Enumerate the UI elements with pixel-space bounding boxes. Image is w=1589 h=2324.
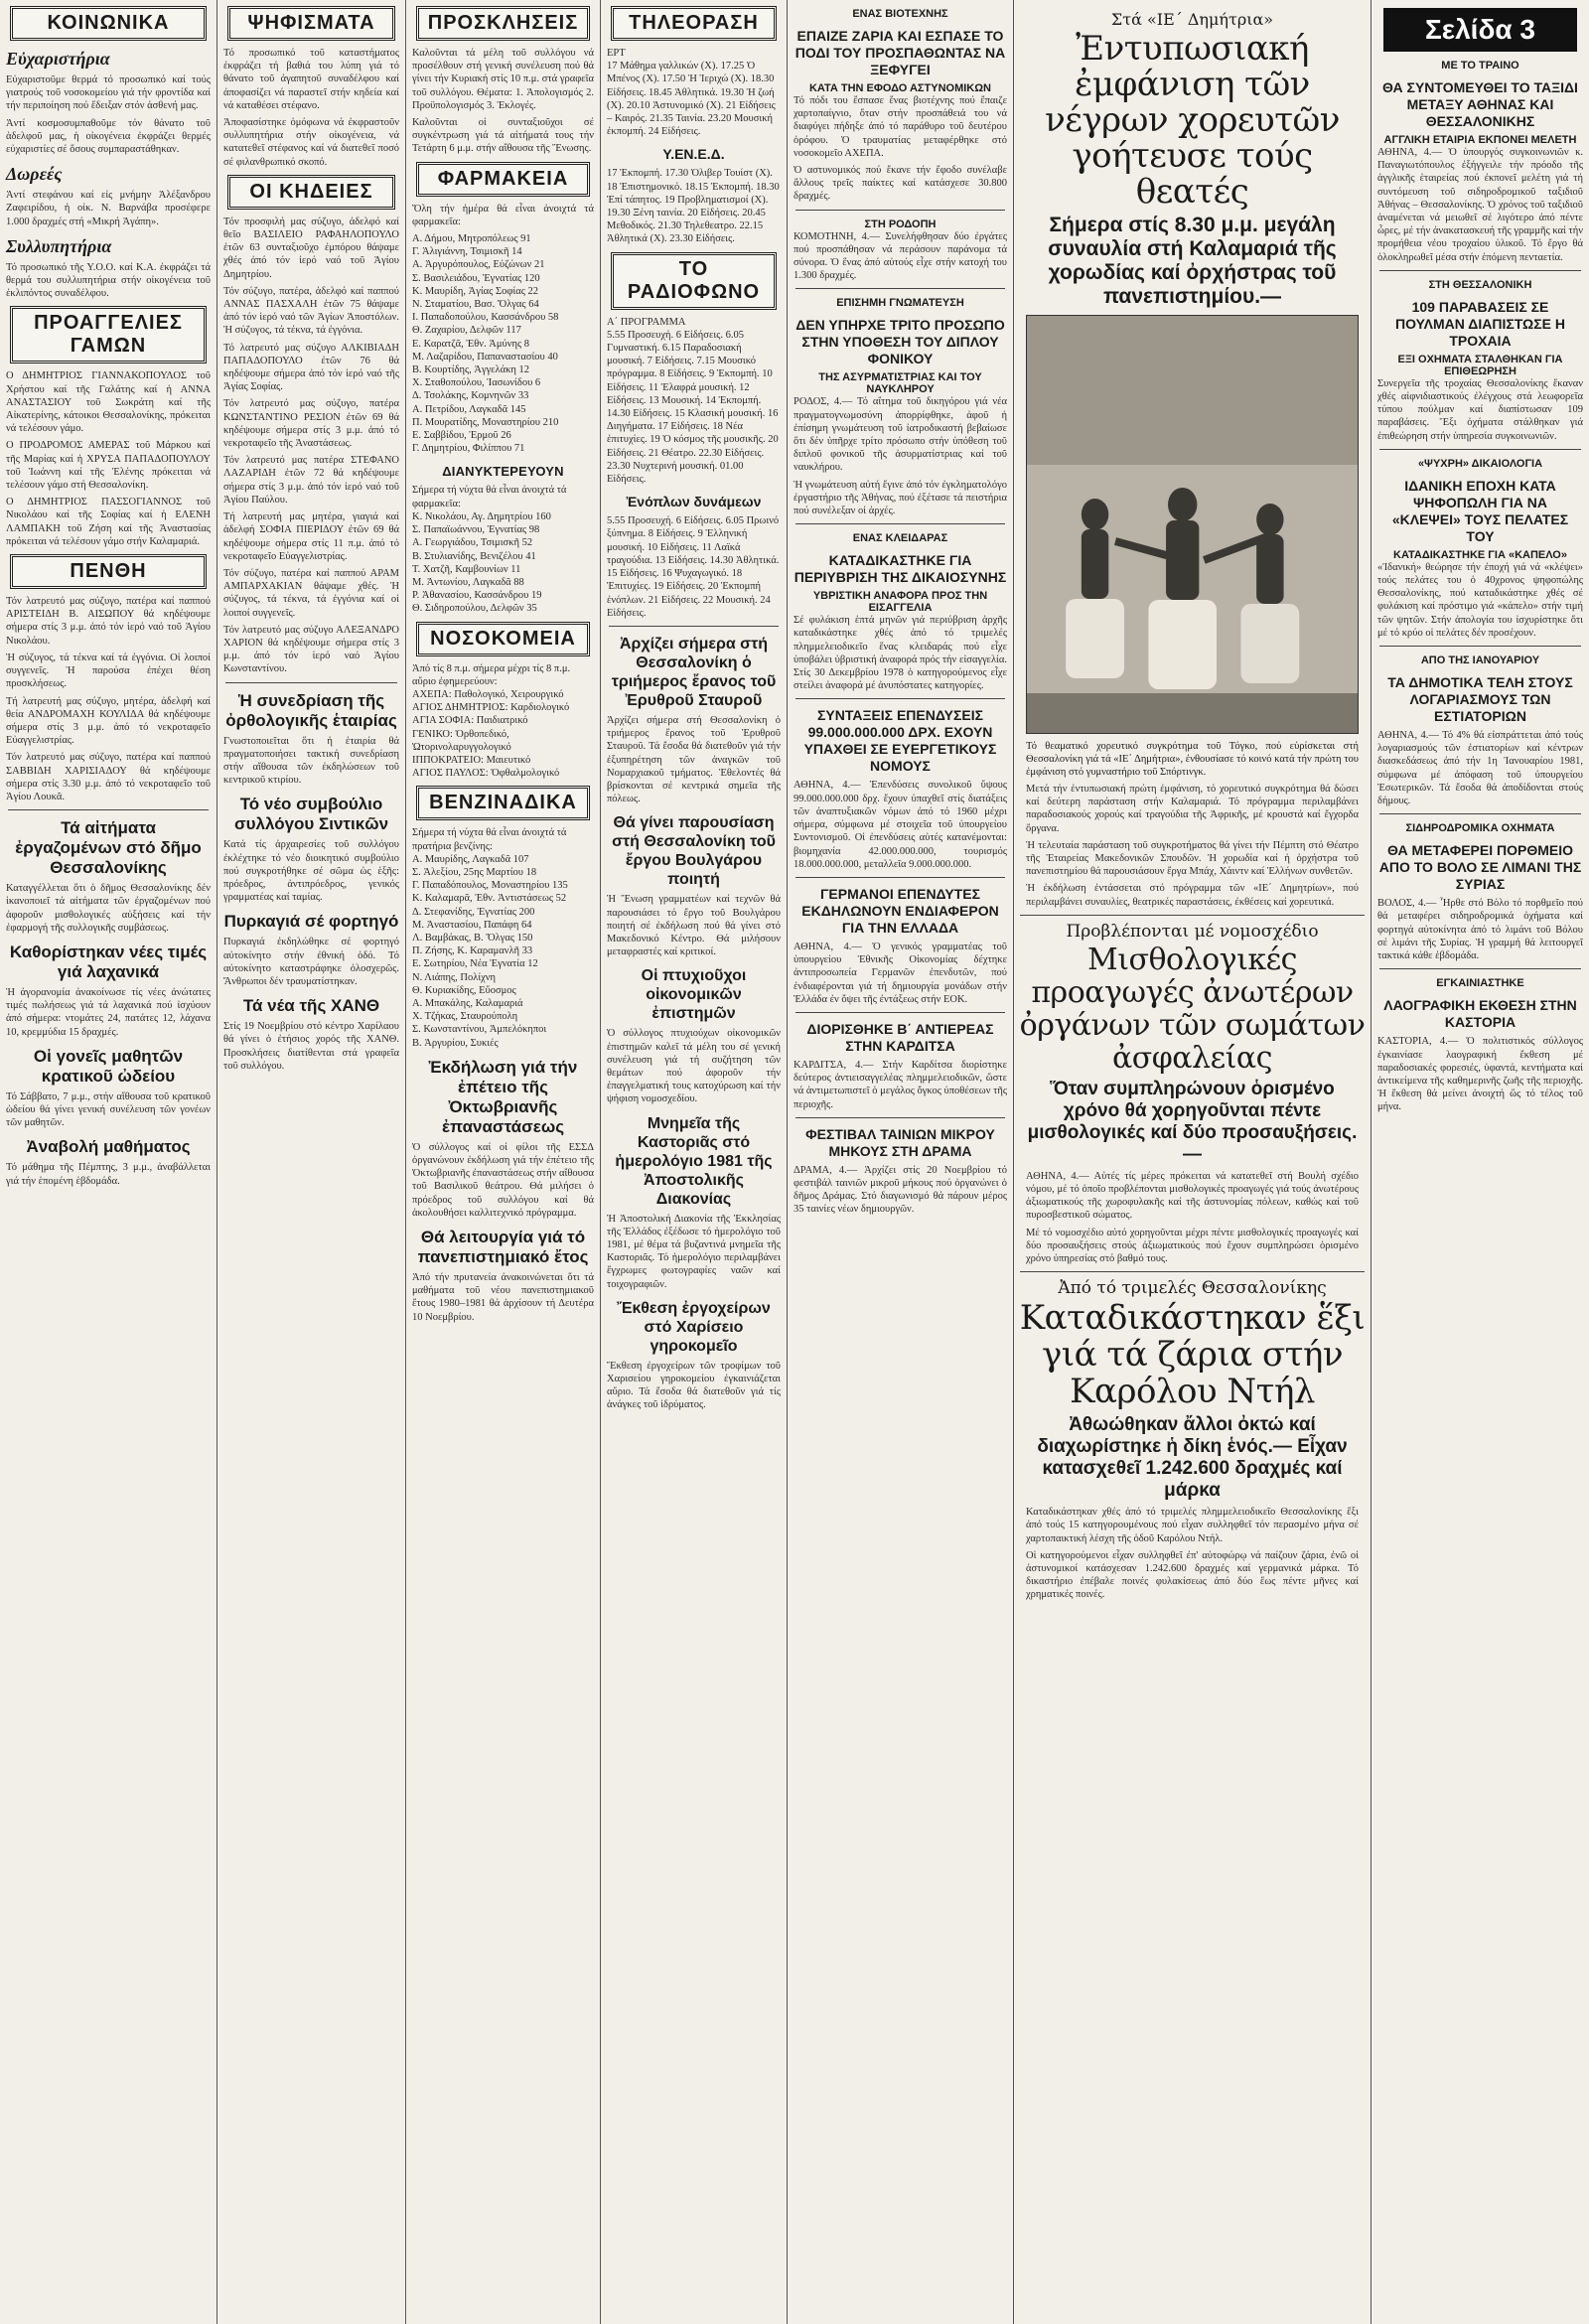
headline-voulgarou: Θά γίνει παρουσίαση στή Θεσσαλονίκη τοῦ ἔργου Βουλγάρου ποιητή bbox=[612, 814, 776, 889]
divider bbox=[1020, 1271, 1365, 1272]
hospital-list: Ἀπό τίς 8 π.μ. σήμερα μέχρι τίς 8 π.μ. αὔριο ἐφημερεύουν: ΑΧΕΠΑ: Παθολογικό, Χειρουργικό ΑΓΙΟΣ ΔΗΜΗΤΡΙΟΣ: Καρδιολογικό ΑΓΙΑ ΣΟΦΙΑ: Παιδιατρικό ΓΕΝΙΚΟ: Ὀρθοπεδικό, Ὠτορινολαρυγγολογικό ΙΠΠΟΚΡΑΤΕΙΟ: Μαιευτικό ΑΓΙΟΣ ΠΑΥΛΟΣ: Ὀφθαλμολογικό bbox=[412, 662, 571, 780]
headline-symvoulio: Τό νέο συμβούλιο συλλόγου Σιντικῶν bbox=[233, 795, 389, 834]
divider bbox=[1020, 915, 1365, 916]
headline-zaria-karolou: Καταδικάστηκαν ἕξι γιά τά ζάρια στήν Καρόλου Ντήλ bbox=[1019, 1298, 1366, 1412]
article-text: Ἡ ἐκδήλωση ἐντάσσεται στό πρόγραμμα τῶν «ΙΕ΄ Δημητρίων», πού περιλαμβάνει συναυλίες, θεατρικές παραστάσεις, ἐκθέσεις καί χορευτικά. bbox=[1026, 883, 1359, 908]
article-text: ΑΘΗΝΑ, 4.— Ὁ γενικός γραμματέας τοῦ ὑπουργείου Ἐθνικῆς Οἰκονομίας δέχτηκε ἀντιπροσωπεία Γερμανῶν ἐπενδυτῶν, πού ἐνδιαφέρονται γιά τή δημιουργία μονάδων στήν Ἑλλάδα ἐν ὄψει τῆς ἐντάξεως στήν ΕΟΚ. bbox=[794, 941, 1007, 1005]
article-text: Ἡ τελευταία παράσταση τοῦ συγκροτήματος θά γίνει τήν Πέμπτη στό Θέατρο τῆς Ἑταιρείας Μακεδονικῶν Σπουδῶν. Ἡ χορωδία καί ἡ ὀρχήστρα τοῦ πανεπιστημίου θά παρουσιάσουν ἔργα Μπάχ, Χάιντν καί Ἑλλήνων συνθετῶν. bbox=[1026, 839, 1359, 878]
divider bbox=[795, 877, 1005, 878]
article-text: Οἱ κατηγορούμενοι εἶχαν συλληφθεῖ ἐπ' αὐτοφώρῳ νά παίζουν ζάρια, ἐνῶ οἱ ἀστυνομικοί κατάσχεσαν 1.242.600 δραχμές καί γερμανικά μάρκα. Τό δικαστήριο ἐπέβαλε ποινές φυλακίσεως ἀπό δύο ἕως πέντε μῆνες καί χρηματικές ποινές. bbox=[1026, 1549, 1359, 1601]
headline-leitourgia: Θά λειτουργία γιά τό πανεπιστημιακό ἔτος bbox=[417, 1228, 589, 1267]
headline-tritos: ΔΕΝ ΥΠΗΡΧΕ ΤΡΙΤΟ ΠΡΟΣΩΠΟ ΣΤΗΝ ΥΠΟΘΕΣΗ ΤΟΥ ΔΙΠΛΟΥ ΦΟΝΙΚΟΥ bbox=[795, 317, 1005, 367]
headline-zaria: ΕΠΑΙΖΕ ΖΑΡΙΑ ΚΑΙ ΕΣΠΑΣΕ ΤΟ ΠΟΔΙ ΤΟΥ ΠΡΟΣΠΑΘΩΝΤΑΣ ΝΑ ΞΕΦΥΓΕΙ bbox=[794, 28, 1006, 77]
dancers-photo bbox=[1026, 315, 1359, 734]
article-text: ΑΘΗΝΑ, 4.— Τό 4% θά εἰσπράττεται ἀπό τούς λογαριασμούς τῶν ἐστιατορίων καί κέντρων διασκεδάσεως ἀπό τήν 1η Ἰανουαρίου 1981, σύμφωνα μέ ἀπόφαση τοῦ ὑπουργείου Ἐσωτερικῶν. Τά ἔσοδα θά ἀποδίδονται στούς δήμους. bbox=[1377, 730, 1583, 807]
section-header-penthi: ΠΕΝΘΗ bbox=[10, 554, 207, 589]
article-text: Σέ φυλάκιση ἑπτά μηνῶν γιά περιύβριση ἀρχῆς καταδικάστηκε χθές ἀπό τό τριμελές πλημμελειοδικεῖο ἕνας κλειδαράς πού εἶχε ὑποβάλει ὑβριστική ἀναφορά πρός τήν εἰσαγγελία. Στίς 30 Δεκεμβρίου 1978 ὁ κατηγορούμενος εἶχε στείλει ἀναφορά μέ ἀνυπόστατες κατηγορίες. bbox=[794, 615, 1007, 692]
article-text: Καταδικάστηκαν χθές ἀπό τό τριμελές πλημμελειοδικεῖο Θεσσαλονίκης ἕξι ἀπό τούς 15 κατηγορουμένους πού εἶχαν συλληφθεῖ τόν περασμένο μήνα σέ χαρτοπαικτική λέσχη τῆς ὁδοῦ Καρόλου Ντήλ. bbox=[1026, 1507, 1359, 1544]
tv-schedule-ert: ΕΡΤ 17 Μάθημα γαλλικών (Χ). 17.25 Ὁ Μπένος (Χ). 17.50 Ἡ Ἱεριχώ (Χ). 18.30 Εἰδήσεις. 18.45 Ἀθλητικά. 19.30 Ἡ ζωή (Χ). 20.10 Ἀστυνομικό (Χ). 21 Εἰδήσεις – Καιρός. 21.35 Ταινία. 23.20 Μουσική ἐκπομπή. 24 Εἰδήσεις. bbox=[607, 48, 776, 138]
subheading-dianykterevoun: ΔΙΑΝΥΚΤΕΡΕΥΟΥΝ bbox=[442, 464, 564, 480]
article-text: Ἡ Ἕνωση γραμματέων καί τεχνῶν θά παρουσιάσει τό ἔργο τοῦ Βουλγάρου ποιητή σέ ἐκδήλωση πού θά γίνει στό Μακεδονικό Κέντρο. Θά μιλήσουν μεταφραστές καί κριτικοί. bbox=[607, 894, 781, 958]
article-text: Ο ΔΗΜΗΤΡΙΟΣ ΠΑΣΣΟΓΙΑΝΝΟΣ τοῦ Νικολάου καί τῆς Σοφίας καί ἡ ΕΛΕΝΗ ΛΑΜΠΑΚΗ τοῦ Ζήση καί τῆς Ἀναστασίας πρόκειται νά τελέσουν γάμο στήν Καλαμαριά. bbox=[6, 497, 211, 547]
divider bbox=[609, 626, 779, 627]
article-text: Ὁ αστυνομικός πού ἔκανε τήν ἔφοδο συνέλαβε ἄλλους τρεῖς παίκτες καί κατάσχεσε 30.800 δραχμές. bbox=[794, 165, 1007, 203]
kicker-trimeles: Ἀπό τό τριμελές Θεσσαλονίκης bbox=[1058, 1278, 1327, 1299]
headline-timi: Καθορίστηκαν νέες τιμές γιά λαχανικά bbox=[9, 942, 208, 981]
article-text: «Ἰδανική» θεώρησε τήν ἐποχή γιά νά «κλέψει» τούς πελάτες του ὁ 40χρονος ψηφοπώλης Θεσσαλονίκης, πού καταδικάστηκε χθές σέ φυλάκιση καί πρόστιμο γιά «κάπελο» στήν τιμή τῶν ψητῶν. Στήν ἀπολογία του ἰσχυρίστηκε ὅτι μέ τό κρύο οἱ πελάτες δέν προσέχουν. bbox=[1377, 561, 1583, 639]
article-text: Ἀντί στεφάνου καί εἰς μνήμην Ἀλέξανδρου Ζαφειρίδου, ἡ οἰκ. Ν. Βαρνάβα προσέφερε 1.000 δραχμές στή «Μικρή Ἀγάπη». bbox=[6, 190, 211, 227]
headline-treno: ΘΑ ΣΥΝΤΟΜΕΥΘΕΙ ΤΟ ΤΑΞΙΔΙ ΜΕΤΑΞΥ ΑΘΗΝΑΣ ΚΑΙ ΘΕΣΣΑΛΟΝΙΚΗΣ bbox=[1382, 79, 1578, 129]
article-text: Ο ΔΗΜΗΤΡΙΟΣ ΓΙΑΝΝΑΚΟΠΟΥΛΟΣ τοῦ Χρήστου καί τῆς Γαλάτης καί ἡ ΑΝΝΑ ΑΝΑΣΤΑΣΙΟΥ τοῦ Σωκράτη καί τῆς Αἰκατερίνης, κάτοικοι Θεσσαλονίκης, πρόκειται νά τελέσουν γάμο. bbox=[6, 370, 211, 435]
section-header-proaggelies: ΠΡΟΑΓΓΕΛΙΕΣ ΓΑΜΩΝ bbox=[10, 306, 207, 363]
subheading-yened: Υ.ΕΝ.Ε.Δ. bbox=[662, 146, 725, 163]
article-text: Γνωστοποιεῖται ὅτι ἡ ἑταιρία θά πραγματοποιήσει τακτική συνεδρίαση στήν αἴθουσα τῶν ἐκδηλώσεων τοῦ κεντρικοῦ κτιρίου. bbox=[223, 735, 399, 787]
divider bbox=[795, 1117, 1005, 1118]
headline-dimotika: ΤΑ ΔΗΜΟΤΙΚΑ ΤΕΛΗ ΣΤΟΥΣ ΛΟΓΑΡΙΑΣΜΟΥΣ ΤΩΝ ΕΣΤΙΑΤΟΡΙΩΝ bbox=[1387, 674, 1573, 725]
divider bbox=[225, 682, 397, 683]
kicker-trochaia: ΣΤΗ ΘΕΣΣΑΛΟΝΙΚΗ bbox=[1428, 278, 1532, 291]
kicker-kleidaras: ΕΝΑΣ ΚΛΕΙΔΑΡΑΣ bbox=[852, 532, 948, 545]
article-text: ΔΡΑΜΑ, 4.— Ἀρχίζει στίς 20 Νοεμβρίου τό φεστιβάλ ταινιῶν μικροῦ μήκους πού ὀργανώνει ὁ δῆμος Δράμας. Στό διαγωνισμό θά πάρουν μέρος 35 ταινίες νέων δημιουργῶν. bbox=[794, 1164, 1007, 1216]
kicker-nomoschedio: Προβλέπονται μέ νομοσχέδιο bbox=[1066, 921, 1319, 942]
article-text: ΑΘΗΝΑ, 4.— Ἐπενδύσεις συνολικοῦ ὕψους 99.000.000.000 δρχ. ἔχουν ὑπαχθεῖ στίς διατάξεις τῶν ἀναπτυξιακῶν νόμων ἀπό τό 1960 μέχρι σήμερα, σύμφωνα μέ στοιχεῖα τοῦ ὑπουργείου Συντονισμοῦ. Οἱ ἐπενδύσεις αὐτές κατανέμονται: βιομηχανία 42.000.000.000, τουρισμός 18.000.000.000, μεταλλεῖα 9.000.000.000. bbox=[794, 780, 1007, 870]
article-text: Ἡ γνωμάτευση αὐτή ἔγινε ἀπό τόν ἐγκληματολόγο ἐργαστήριο τῆς Ἀθήνας, πού ἐξέτασε τά πειστήρια πού συνέλεξαν οἱ ἀρχές. bbox=[794, 479, 1007, 517]
subhead-treno: ΑΓΓΛΙΚΗ ΕΤΑΙΡΙΑ ΕΚΠΟΝΕΙ ΜΕΛΕΤΗ bbox=[1383, 134, 1577, 146]
section-header-nosokomeia: ΝΟΣΟΚΟΜΕΙΑ bbox=[416, 622, 590, 656]
headline-festival: ΦΕΣΤΙΒΑΛ ΤΑΙΝΙΩΝ ΜΙΚΡΟΥ ΜΗΚΟΥΣ ΣΤΗ ΔΡΑΜΑ bbox=[805, 1125, 995, 1159]
article-text: Τή λατρευτή μας μητέρα, γιαγιά καί ἀδελφή ΣΟΦΙΑ ΠΙΕΡΙΔΟΥ ἐτῶν 69 θά κηδέψουμε σήμερα στίς 11 π.μ. ἀπό τό νεκροταφεῖο Εὐαγγελιστρίας. bbox=[223, 511, 399, 562]
article-text: Τή λατρευτή μας σύζυγο, μητέρα, ἀδελφή καί θεία ΑΝΔΡΟΜΑΧΗ ΚΟΥΛΙΔΑ θά κηδέψουμε σήμερα στίς 3 μ.μ. ἀπό τό νεκροταφεῖο Εὐαγγελιστρίας. bbox=[6, 695, 211, 747]
article-text: Καταγγέλλεται ὅτι ὁ δῆμος Θεσσαλονίκης δέν ἱκανοποιεῖ τά αἰτήματα τῶν ἐργαζομένων πού ἀφοροῦν μισθολογικές αὐξήσεις καί τήν ἐφαρμογή τῆς συλλογικῆς συμβάσεως. bbox=[6, 883, 211, 934]
headline-trochaia: 109 ΠΑΡΑΒΑΣΕΙΣ ΣΕ ΠΟΥΛΜΑΝ ΔΙΑΠΙΣΤΩΣΕ Η ΤΡΟΧΑΙΑ bbox=[1395, 298, 1565, 349]
headline-kataigelithike: ΚΑΤΑΔΙΚΑΣΤΗΚΕ ΓΙΑ ΠΕΡΙΥΒΡΙΣΗ ΤΗΣ ΔΙΚΑΙΟΣΥΝΗΣ bbox=[794, 552, 1007, 586]
article-text: Στίς 19 Νοεμβρίου στό κέντρο Χαρίλαου θά γίνει ὁ ἐτήσιος χορός τῆς ΧΑΝΘ. Προσκλήσεις διατίθενται στά γραφεῖα τοῦ συλλόγου. bbox=[223, 1021, 399, 1072]
headline-ekdilosi: Ἐκδήλωση γιά τήν ἐπέτειο τῆς Ὀκτωβριανῆς ἐπαναστάσεως bbox=[428, 1057, 578, 1136]
subhead-trochaia: ΕΞΙ ΟΧΗΜΑΤΑ ΣΤΑΛΘΗΚΑΝ ΓΙΑ ΕΠΙΘΕΩΡΗΣΗ bbox=[1397, 353, 1563, 377]
subheading-dorees: Δωρεές bbox=[6, 164, 63, 185]
article-text: ΡΟΔΟΣ, 4.— Τό αἴτημα τοῦ δικηγόρου γιά νέα πραγματογνωμοσύνη ἀπορρίφθηκε, ἀφοῦ ἡ ἐπίσημη γνωμάτευση τοῦ ἰατροδικαστή βεβαίωσε ὅτι δέν ὑπῆρχε τρίτο πρόσωπο στήν ὑπόθεση τοῦ διπλοῦ φονικοῦ τῆς ἀσυρματίστριας καί τοῦ ναυκλήρου. bbox=[794, 396, 1007, 474]
subhead-zaria-karolou: Ἀθωώθηκαν ἄλλοι ὀκτώ καί διαχωρίστηκε ἡ δίκη ἑνός.— Εἶχαν κατασχεθεῖ 1.242.600 δραχμές καί μάρκα bbox=[1037, 1414, 1348, 1502]
article-text: Τό προσωπικό τῆς Υ.Ο.Ο. καί Κ.Α. ἐκφράζει τά θερμά του συλλυπητήρια στήν οἰκογένεια τοῦ ἐκλιπόντος συναδέλφου. bbox=[6, 261, 211, 300]
section-header-kideies: ΟΙ ΚΗΔΕΙΕΣ bbox=[227, 175, 395, 210]
kicker-treno: ΜΕ ΤΟ ΤΡΑΙΝΟ bbox=[1441, 60, 1519, 72]
section-header-radiofono: ΤΟ ΡΑΔΙΟΦΩΝΟ bbox=[611, 252, 777, 310]
headline-germanoi: ΓΕΡΜΑΝΟΙ ΕΠΕΝΔΥΤΕΣ ΕΚΔΗΛΩΝΟΥΝ ΕΝΔΙΑΦΕΡΟΝ ΓΙΑ ΤΗΝ ΕΛΛΑΔΑ bbox=[801, 885, 999, 936]
dancers-photo-illustration bbox=[1027, 316, 1358, 733]
column-3 bbox=[406, 0, 600, 2324]
radio-schedule-armed-forces: 5.55 Προσευχή. 6 Εἰδήσεις. 6.05 Πρωινό ξύπνημα. 8 Εἰδήσεις. 9 Ἑλληνική μουσική. 10 Εἰδήσεις. 11 Λαϊκά τραγούδια. 13 Εἰδήσεις. 14.30 Ἀθλητικά. 15 Εἰδήσεις. 16 Ψυχαγωγικό. 18 Ἐπιτυχίες. 19 Εἰδήσεις. 20 Ἐκπομπή ἐνόπλων. 21 Εἰδήσεις. 22 Μουσική. 24 Εἰδήσεις. bbox=[607, 515, 783, 619]
subhead-misthologikes: Ὅταν συμπληρώνουν ὁρισμένο χρόνο θά χορηγοῦνται πέντε μισθολογικές καί δύο προσαυξήσεις.— bbox=[1027, 1078, 1358, 1165]
column-6 bbox=[1014, 0, 1371, 2324]
headline-mnimeia: Μνημεῖα τῆς Καστοριᾶς στό ἡμερολόγιο 1981 τῆς Ἀποστολικῆς Διακονίας bbox=[615, 1114, 773, 1208]
article-text: Ἀρχίζει σήμερα στή Θεσσαλονίκη ὁ τριήμερος ἔρανος τοῦ Ἐρυθροῦ Σταυροῦ. Τά ἔσοδα θά διατεθοῦν γιά τήν ἐξυπηρέτηση τῶν ἀναγκῶν τοῦ Νομαρχιακοῦ τμήματος. Ἐθελοντές θά βρίσκονται σέ κεντρικά σημεῖα τῆς πόλεως. bbox=[607, 714, 781, 805]
subheading-syllypitiria: Συλλυπητήρια bbox=[6, 235, 112, 256]
article-text: Ὁ σύλλογος πτυχιούχων οἰκονομικῶν ἐπιστημῶν καλεῖ τά μέλη του σέ γενική συνέλευση γιά τή συζήτηση τῶν θεμάτων πού ἀφοροῦν τήν ἐπαγγελματική τους κατοχύρωση καί τήν ψήφιση νομοσχεδίου. bbox=[607, 1028, 781, 1105]
section-header-farmakeia: ΦΑΡΜΑΚΕΙΑ bbox=[416, 162, 590, 197]
kicker-psychri: «ΨΥΧΡΗ» ΔΙΚΑΙΟΛΟΓΙΑ bbox=[1417, 457, 1543, 470]
section-header-proskliseis: ΠΡΟΣΚΛΗΣΕΙΣ bbox=[416, 6, 590, 41]
kicker-rodopi: ΣΤΗ ΡΟΔΟΠΗ bbox=[864, 218, 937, 230]
kicker-dimotika: ΑΠΟ ΤΗΣ ΙΑΝΟΥΑΡΙΟΥ bbox=[1420, 654, 1540, 667]
kicker-porthmeio: ΣΙΔΗΡΟΔΡΟΜΙΚΑ ΟΧΗΜΑΤΑ bbox=[1405, 822, 1555, 835]
article-text: Ὁ σύλλογος καί οἱ φίλοι τῆς ΕΣΣΔ ὀργανώνουν ἐκδήλωση γιά τήν ἐπέτειο τῆς Ὀκτωβριανῆς ἐπαναστάσεως στήν αἴθουσα τοῦ Βασιλικοῦ θεάτρου. Θά μιλήσει ὁ πρόεδρος τοῦ συλλόγου καί θά ἀκολουθήσει καλλιτεχνικό πρόγραμμα. bbox=[412, 1141, 594, 1219]
article-text: Τόν λατρευτό μας πατέρα ΣΤΕΦΑΝΟ ΛΑΖΑΡΙΔΗ ἐτῶν 72 θά κηδέψουμε σήμερα στίς 3 μ.μ. ἀπό τόν ἱερό ναό τοῦ Ἁγίου Παύλου. bbox=[223, 455, 399, 506]
article-text: Τόν λατρευτό μας σύζυγο ΑΛΕΞΑΝΔΡΟ ΧΑΡΙΟΝ θά κηδέψουμε σήμερα στίς 3 μ.μ. ἀπό τόν ἱερό ναό Ἁγίου Κωνσταντίνου. bbox=[223, 624, 399, 675]
night-pharmacy-list: Σήμερα τή νύχτα θά εἶναι ἀνοιχτά τά φαρμακεῖα: Κ. Νικολάου, Αγ. Δημητρίου 160 Σ. Παπαϊωάννου, Ἐγνατίας 98 Α. Γεωργιάδου, Τσιμισκῆ 52 Β. Στυλιανίδης, Βενιζέλου 41 Τ. Χατζῆ, Καμβουνίων 11 Μ. Ἀντωνίου, Λαγκαδᾶ 88 Ρ. Ἀθανασίου, Κασσάνδρου 19 Θ. Σιδηροπούλου, Δελφῶν 35 bbox=[412, 485, 567, 615]
section-header-koinonika: ΚΟΙΝΩΝΙΚΑ bbox=[10, 6, 207, 41]
headline-psychri: ΙΔΑΝΙΚΗ ΕΠΟΧΗ ΚΑΤΑ ΨΗΦΟΠΩΛΗ ΓΙΑ ΝΑ «ΚΛΕΨΕΙ» ΤΟΥΣ ΠΕΛΑΤΕΣ ΤΟΥ bbox=[1391, 477, 1569, 544]
radio-schedule: Α΄ ΠΡΟΓΡΑΜΜΑ 5.55 Προσευχή. 6 Εἰδήσεις. 6.05 Γυμναστική. 6.15 Παραδοσιακή μουσική. 7 Εἰδήσεις. 7.15 Μουσικό πρόγραμμα. 8 Εἰδήσεις. 9 Ἐκπομπή. 10 Εἰδήσεις. 11 Ἐλαφρά μουσική. 12 Εἰδήσεις. 13 Μουσική. 14 Ἐκπομπή. 14.30 Εἰδήσεις. 15 Κλασική μουσική. 16 Διηγήματα. 17 Εἰδήσεις. 18 Νέα ἐπιτυχίες. 19 Ὁ κόσμος τῆς μουσικῆς. 20 Εἰδήσεις. 21 Θέατρο. 22.30 Εἰδήσεις. 23.30 Νυχτερινή μουσική. 01.00 Εἰδήσεις. bbox=[607, 316, 779, 486]
article-text: Τό Σάββατο, 7 μ.μ., στήν αἴθουσα τοῦ κρατικοῦ ὠδείου θά γίνει γενική συνέλευση τῶν γονέων τῶν μαθητῶν. bbox=[6, 1090, 211, 1129]
divider bbox=[8, 809, 209, 810]
headline-anavoli: Ἀναβολή μαθήματος bbox=[26, 1137, 191, 1157]
article-text: ΚΑΣΤΟΡΙΑ, 4.— Ὁ πολιτιστικός σύλλογος ἐγκαινίασε λαογραφική ἔκθεση μέ παραδοσιακές φορεσιές, ὑφαντά, κεντήματα καί ἀντικείμενα τῆς καθημερινῆς ζωῆς τῆς περιοχῆς. Ἡ ἔκθεση θά μείνει ἀνοιχτή ὥς τό τέλος τοῦ μήνα. bbox=[1377, 1036, 1583, 1113]
kicker-kastoria: ΕΓΚΑΙΝΙΑΣΤΗΚΕ bbox=[1436, 977, 1524, 990]
article-text: Μετά τήν ἐντυπωσιακή πρώτη ἐμφάνιση, τό χορευτικό συγκρότημα θά δώσει καί δεύτερη παράσταση στήν Καλαμαριά. Τό πρόγραμμα περιλαμβάνει παραδοσιακούς χορούς καί τραγούδια τῆς Ἀφρικῆς, μέ κρουστά καί ἔγχορδα ὄργανα. bbox=[1026, 784, 1359, 834]
divider bbox=[795, 1012, 1005, 1013]
headline-porthmeio: ΘΑ ΜΕΤΑΦΕΡΕΙ ΠΟΡΘΜΕΙΟ ΑΠΟ ΤΟ ΒΟΛΟ ΣΕ ΛΙΜΑΝΙ ΤΗΣ ΣΥΡΙΑΣ bbox=[1378, 842, 1582, 893]
article-text: Συνεργεῖα τῆς τροχαίας Θεσσαλονίκης ἔκαναν χθές αἰφνιδιαστικούς ἐλέγχους στά λεωφορεῖα τύπου πούλμαν καί διαπίστωσαν 109 παραβάσεις. Ἕξι ὀχήματα στάλθηκαν γιά ἐπιθεώρηση στήν ὑπηρεσία συγκοινωνιῶν. bbox=[1377, 377, 1583, 442]
section-header-benzinadika: ΒΕΝΖΙΝΑΔΙΚΑ bbox=[416, 786, 590, 820]
page-number-badge: Σελίδα 3 bbox=[1383, 8, 1577, 52]
kicker-viotexnis: ΕΝΑΣ ΒΙΟΤΕΧΝΗΣ bbox=[852, 8, 948, 20]
section-header-tileorasi: ΤΗΛΕΟΡΑΣΗ bbox=[611, 6, 777, 41]
kicker-epistimi: ΕΠΙΣΗΜΗ ΓΝΩΜΑΤΕΥΣΗ bbox=[836, 297, 964, 310]
article-text: Τό προσωπικό τοῦ καταστήματος ἐκφράζει τή βαθιά του λύπη γιά τό θάνατο τοῦ ἀγαπητοῦ συναδέλφου καί ἀποφασίζει νά παραστεῖ στήν κηδεία καί νά καταθέσει στέφανο. bbox=[223, 48, 399, 111]
article-text: Ἀποφασίστηκε ὁμόφωνα νά ἐκφραστοῦν συλλυπητήρια στήν οἰκογένεια, νά κατατεθεῖ στέφανος καί νά διατεθεῖ ποσό σέ φιλανθρωπικό σκοπό. bbox=[223, 117, 399, 168]
article-text: Ο ΠΡΟΔΡΟΜΟΣ ΑΜΕΡΑΣ τοῦ Μάρκου καί τῆς Μαρίας καί ἡ ΧΡΥΣΑ ΠΑΠΑΔΟΠΟΥΛΟΥ τοῦ Ἰωάννη καί τῆς Ἑλένης πρόκειται νά τελέσουν γάμο στή Θεσσαλονίκη. bbox=[6, 440, 211, 492]
divider bbox=[1379, 968, 1581, 969]
article-text: ΑΘΗΝΑ, 4.— Ὁ ὑπουργός συγκοινωνιῶν κ. Παναγιωτόπουλος ἐξήγγειλε τήν πρόοδο τῆς ἀγγλικῆς ἑταιρείας πού ἐκπονεῖ μελέτη γιά τή συντόμευση τοῦ σιδηροδρομικοῦ ταξιδιοῦ Ἀθήνας – Θεσσαλονίκης. Ὁ χρόνος τοῦ ταξιδιοῦ ἀναμένεται νά μειωθεῖ σέ λιγότερο ἀπό πέντε ὧρες, μέ τήν ἀνακατασκευή τῆς γραμμῆς καί τήν προμήθεια νέου τροχαίου ὑλικοῦ. Τό ἔργο θά ὁλοκληρωθεῖ μέσα στήν ἑπόμενη πενταετία. bbox=[1377, 147, 1583, 263]
headline-ptyxiouxoi: Οἱ πτυχιοῦχοι οἰκονομικῶν ἐπιστημῶν bbox=[641, 967, 747, 1023]
article-text: Τόν λατρευτό μας σύζυγο, πατέρα καί παππού ΑΡΙΣΤΕΙΔΗ Β. ΑΙΣΩΠΟΥ θά κηδέψουμε σήμερα στίς 3 μ.μ. ἀπό τόν ἱερό ναό τοῦ Ἁγίου Νικολάου. bbox=[6, 596, 211, 647]
article-text: ΚΑΡΔΙΤΣΑ, 4.— Στήν Καρδίτσα διορίστηκε δεύτερος ἀντιεισαγγελέας πλημμελειοδικῶν, ὥστε νά ἀντιμετωπιστεῖ ὁ μεγάλος ὄγκος ὑποθέσεων τῆς περιοχῆς. bbox=[794, 1059, 1007, 1110]
headline-eranos: Ἀρχίζει σήμερα στή Θεσσαλονίκη ὁ τριήμερος ἔρανος τοῦ Ἐρυθροῦ Σταυροῦ bbox=[611, 635, 777, 709]
article-text: Τόν σύζυγο, πατέρα, ἀδελφό καί παππού ΑΝΝΑΣ ΠΑΣΧΑΛΗ ἐτῶν 75 θάψαμε ἀπό τόν ἱερό ναό τῶν Ἁγίων Ἀποστόλων. Ἡ σύζυγος, τά τέκνα, τά ἐγγόνια. bbox=[223, 285, 399, 337]
article-text: Καλοῦνται οἱ συνταξιοῦχοι σέ συγκέντρωση γιά τά αἰτήματά τους τήν Τετάρτη 6 μ.μ. στήν αἴθουσα τῆς Ἕνωσης. bbox=[412, 117, 594, 155]
subhead-tritos: ΤΗΣ ΑΣΥΡΜΑΤΙΣΤΡΙΑΣ ΚΑΙ ΤΟΥ ΝΑΥΚΛΗΡΟΥ bbox=[818, 371, 982, 396]
subheading-eucharistiria: Εὐχαριστήρια bbox=[6, 49, 110, 69]
article-text: Ἔκθεση ἐργοχείρων τῶν τροφίμων τοῦ Χαρισείου γηροκομείου ἐγκαινιάζεται αὔριο. Τά ἔσοδα θά διατεθοῦν γιά τίς ἀνάγκες τοῦ ἱδρύματος. bbox=[607, 1360, 781, 1411]
headline-synedriasi: Ἡ συνεδρίαση τῆς ὀρθολογικῆς ἑταιρίας bbox=[225, 690, 397, 730]
headline-pyrkagia: Πυρκαγιά σέ φορτηγό bbox=[223, 912, 399, 932]
subhead-zaria: ΚΑΤΑ ΤΗΝ ΕΦΟΔΟ ΑΣΤΥΝΟΜΙΚΩΝ bbox=[808, 82, 991, 94]
article-text: Τόν λατρευτό μας σύζυγο, πατέρα ΚΩΝΣΤΑΝΤΙΝΟ ΡΕΣΙΟΝ ἐτῶν 69 θά κηδέψουμε σήμερα στίς 3 μ.μ. ἀπό τό νεκροταφεῖο τῆς Ἀναστάσεως. bbox=[223, 398, 399, 450]
divider bbox=[795, 698, 1005, 699]
article-text: Ἡ σύζυγος, τά τέκνα καί τά ἐγγόνια. Οἱ λοιποί συγγενεῖς. Ἡ παρούσα ἐπέχει θέση προσκλήσεως. bbox=[6, 652, 211, 690]
article-text: ΒΟΛΟΣ, 4.— Ἦρθε στό Βόλο τό πορθμεῖο πού θά μεταφέρει σιδηροδρομικά ὀχήματα καί φορτηγά αὐτοκίνητα ἀπό τό λιμάνι τοῦ Βόλου σέ λιμάνι τῆς Συρίας. Ἡ γραμμή θά λειτουργεῖ τακτικά κάθε ἑβδομάδα. bbox=[1377, 898, 1583, 962]
article-text: Τό λατρευτό μας σύζυγο ΑΛΚΙΒΙΑΔΗ ΠΑΠΑΔΟΠΟΥΛΟ ἐτῶν 76 θά κηδέψουμε σήμερα ἀπό τόν ἱερό ναό τῆς Ἁγίας Σοφίας. bbox=[223, 342, 399, 393]
headline-ekthesi: Ἔκθεση ἐργοχείρων στό Χαρίσειο γηροκομεῖο bbox=[617, 1299, 771, 1355]
column-2 bbox=[217, 0, 405, 2324]
headline-diorismos: ΔΙΟΡΙΣΘΗΚΕ Β΄ ΑΝΤΙΕΡΕΑΣ ΣΤΗΝ ΚΑΡΔΙΤΣΑ bbox=[806, 1020, 994, 1054]
article-text: ΑΘΗΝΑ, 4.— Αὐτές τίς μέρες πρόκειται νά κατατεθεῖ στή Βουλή σχέδιο νόμου, μέ τό ὁποῖο προβλέπονται μισθολογικές προαγωγές γιά τούς ἀνωτέρους ἀξιωματικούς τῆς χωροφυλακῆς καί τῆς ἀστυνομίας πόλεων, καθώς καί τοῦ πυροσβεστικοῦ σώματος. bbox=[1026, 1170, 1359, 1222]
article-text: Ὅλη τήν ἡμέρα θά εἶναι ἀνοιχτά τά φαρμακεῖα: bbox=[412, 203, 594, 227]
photo-caption: Τό θεαματικό χορευτικό συγκρότημα τοῦ Τόγκο, πού εὑρίσκεται στή Θεσσαλονίκη γιά τά «ΙΕ΄ Δημήτρια», ἐνθουσίασε τό κοινό κατά τήν πρώτη του ἐμφάνιση στό γυμναστήριο τοῦ Σπόρτινγκ. bbox=[1026, 741, 1359, 778]
article-text: Τό πόδι του ἔσπασε ἕνας βιοτέχνης πού ἔπαιζε χαρτοπαίγνιο, ὅταν στήν προσπάθειά του νά διαφύγει πήδηξε ἀπό τό παράθυρο τοῦ δευτέρου ὀρόφου. Ὁ τραυματίας μεταφέρθηκε στό νοσοκομεῖο ΑΧΕΠΑ. bbox=[794, 95, 1007, 159]
gas-station-list: Σήμερα τή νύχτα θά εἶναι ἀνοιχτά τά πρατήρια βενζίνης: Α. Μαυρίδης, Λαγκαδᾶ 107 Σ. Ἀλεξίου, 25ης Μαρτίου 18 Γ. Παπαδόπουλος, Μοναστηρίου 135 Κ. Καλαμαρᾶ, Ἐθν. Ἀντιστάσεως 52 Δ. Στεφανίδης, Ἐγνατίας 200 Μ. Ἀναστασίου, Παπάφη 64 Λ. Βαμβάκας, Β. Ὄλγας 150 Π. Ζήσης, Κ. Καραμανλῆ 33 Ε. Σωτηρίου, Νέα Ἐγνατία 12 Ν. Λιάπης, Πολίχνη Θ. Κυριακίδης, Εὔοσμος Α. Μπακάλης, Καλαμαριά Χ. Τζήκας, Σταυρούπολη Σ. Κωνσταντίνου, Ἀμπελόκηποι Β. Ἀργυρίου, Συκιές bbox=[412, 827, 568, 1049]
headline-kastoria: ΛΑΟΓΡΑΦΙΚΗ ΕΚΘΕΣΗ ΣΤΗΝ ΚΑΣΤΟΡΙΑ bbox=[1383, 997, 1577, 1031]
article-text: Πυρκαγιά ἐκδηλώθηκε σέ φορτηγό αὐτοκίνητο στήν ἐθνική ὁδό. Τό αὐτοκίνητο καταστράφηκε ὁλοσχερῶς. Ἄνθρωποι δέν τραυματίστηκαν. bbox=[223, 937, 399, 987]
column-4 bbox=[601, 0, 787, 2324]
divider bbox=[1379, 449, 1581, 450]
divider bbox=[1379, 813, 1581, 814]
headline-dancers: Ἐντυπωσιακή ἐμφάνιση τῶν νέγρων χορευτῶν γοήτευσε τούς θεατές bbox=[1045, 29, 1340, 212]
column-5 bbox=[788, 0, 1013, 2324]
article-text: Τό μάθημα τῆς Πέμπτης, 3 μ.μ., ἀναβάλλεται γιά τήν ἑπομένη ἑβδομάδα. bbox=[6, 1162, 211, 1187]
section-header-psifismata: ΨΗΦΙΣΜΑΤΑ bbox=[227, 6, 395, 41]
article-text: Τόν σύζυγο, πατέρα καί παππού ΑΡΑΜ ΑΜΠΑΡΧΑΚΙΑΝ θάψαμε χθές. Ἡ σύζυγος, τά τέκνα, τά ἐγγόνια καί οἱ λοιποί συγγενεῖς. bbox=[223, 567, 399, 619]
column-1 bbox=[0, 0, 217, 2324]
divider bbox=[1379, 646, 1581, 647]
article-text: Ἡ Ἀποστολική Διακονία τῆς Ἐκκλησίας τῆς Ἑλλάδος ἐξέδωσε τό ἡμερολόγιο τοῦ 1981, μέ θέμα τά βυζαντινά μνημεῖα τῆς Καστοριᾶς. Τό ἡμερολόγιο περιλαμβάνει ἔγχρωμες φωτογραφίες ναῶν καί τοιχογραφιῶν. bbox=[607, 1213, 781, 1290]
article-text: Ἀντί κοσμοσυμπαθοῦμε τόν θάνατο τοῦ ἀδελφοῦ μας, ἡ οἰκογένεια ἐκφράζει θερμές εὐχαριστίες σέ ὅσους συμπαραστάθηκαν. bbox=[6, 117, 211, 156]
article-text: Ἡ ἀγορανομία ἀνακοίνωσε τίς νέες ἀνώτατες τιμές πωλήσεως γιά τά λαχανικά πού ἰσχύουν ἀπό σήμερα: ντομάτες 24, πατάτες 12, λάχανα 10, κρεμμύδια 15 δραχμές. bbox=[6, 986, 211, 1038]
subhead-dancers: Σήμερα στίς 8.30 μ.μ. μεγάλη συναυλία στή Καλαμαριά τῆς χορωδίας καί ὀρχήστρας τοῦ πανεπιστημίου.— bbox=[1048, 214, 1337, 308]
article-text: Εὐχαριστοῦμε θερμά τό προσωπικό καί τούς γιατρούς τοῦ νοσοκομείου γιά τήν φροντίδα καί τήν περιποίηση πού ἔδειξαν στόν ἀσθενή μας. bbox=[6, 74, 211, 112]
article-text: ΚΟΜΟΤΗΝΗ, 4.— Συνελήφθησαν δύο ἐργάτες πού προσπάθησαν νά περάσουν παράνομα τά σύνορα. Ὁ ἕνας ἀπό αὐτούς εἶχε στήν κατοχή του 1.300 δραχμές. bbox=[794, 230, 1007, 282]
headline-misthologikes: Μισθολογικές προαγωγές ἀνωτέρων ὀργάνων τῶν σωμάτων ἀσφαλείας bbox=[1019, 942, 1366, 1076]
article-text: Τόν λατρευτό μας σύζυγο, πατέρα καί παππού ΣΑΒΒΙΔΗ ΧΑΡΙΣΙΑΔΟΥ θά κηδέψουμε σήμερα στίς 3.30 μ.μ. ἀπό τό νεκροταφεῖο τοῦ Ἁγίου Λουκᾶ. bbox=[6, 752, 211, 802]
divider bbox=[795, 210, 1005, 211]
headline-goneis: Οἱ γονεῖς μαθητῶν κρατικοῦ ὠδείου bbox=[33, 1046, 184, 1086]
subhead-psychri: ΚΑΤΑΔΙΚΑΣΤΗΚΕ ΓΙΑ «ΚΑΠΕΛΟ» bbox=[1393, 548, 1567, 561]
divider bbox=[795, 288, 1005, 289]
article-text: Τόν προσφιλή μας σύζυγο, ἀδελφό καί θεῖο ΒΑΣΙΛΕΙΟ ΡΑΦΑΗΛΟΠΟΥΛΟ ἐτῶν 63 συνταξιοῦχο ἐμπόρου θάψαμε χθές ἀπό τόν ἱερό ναό τοῦ Ἁγίου Δημητρίου. bbox=[223, 216, 399, 280]
article-text: Καλοῦνται τά μέλη τοῦ συλλόγου νά προσέλθουν στή γενική συνέλευση πού θά γίνει τήν Κυριακή στίς 10 π.μ. στά γραφεῖα τοῦ συλλόγου. Θέματα: 1. Ἀπολογισμός 2. Προϋπολογισμός 3. Ἐκλογές. bbox=[412, 48, 594, 111]
article-text: Μέ τό νομοσχέδιο αὐτό χορηγοῦνται μέχρι πέντε μισθολογικές προαγωγές καί δύο προσαυξήσεις στούς ἀξιωματικούς πού ἔχουν συμπληρώσει ὁρισμένο χρόνο ὑπηρεσίας στό βαθμό τους. bbox=[1026, 1227, 1359, 1265]
headline-syntaxeis: ΣΥΝΤΑΞΕΙΣ ΕΠΕΝΔΥΣΕΙΣ 99.000.000.000 ΔΡΧ. ΕΧΟΥΝ ΥΠΑΧΘΕΙ ΣΕ ΕΥΕΡΓΕΤΙΚΟΥΣ ΝΟΜΟΥΣ bbox=[803, 707, 997, 775]
divider bbox=[1379, 270, 1581, 271]
pharmacy-list: Α. Δήμου, Μητροπόλεως 91 Γ. Ἀλιγιάννη, Τσιμισκῆ 14 Α. Ἀργυρόπουλος, Εὐζώνων 21 Σ. Βασιλειάδου, Ἐγνατίας 120 Κ. Μαυρίδη, Ἀγίας Σοφίας 22 Ν. Σταματίου, Βασ. Ὄλγας 64 Ι. Παπαδοπούλου, Κασσάνδρου 58 Θ. Ζαχαρίου, Δελφῶν 117 Ε. Καρατζᾶ, Ἐθν. Ἀμύνης 8 Μ. Λαζαρίδου, Παπαναστασίου 40 Β. Κουρτίδης, Ἀγγελάκη 12 Χ. Σταθοπούλου, Ἰασωνίδου 6 Δ. Τσολάκης, Κομνηνῶν 33 Α. Πετρίδου, Λαγκαδᾶ 145 Π. Μουρατίδης, Μοναστηρίου 210 Ε. Σαββίδου, Ἑρμοῦ 26 Γ. Δημητρίου, Φιλίππου 71 bbox=[412, 233, 559, 455]
column-7 bbox=[1372, 0, 1589, 2324]
subheading-enoplon: Ἐνόπλων δυνάμεων bbox=[626, 494, 762, 510]
tv-schedule-yened: 17 Ἐκπομπή. 17.30 Ὀλιβερ Τουίστ (Χ). 18 Ἐπιστημονικό. 18.15 Ἐκπομπή. 18.30 Ἐπί τάπητος. 19 Προβληματισμοί (Χ). 19.30 Ξένη ταινία. 20 Εἰδήσεις. 20.45 Μεθοδικός. 21.30 Τηλεθεατρο. 22.15 Ἀθλητικά (Χ). 23.30 Εἰδήσεις. bbox=[607, 168, 783, 245]
headline-xanth: Τά νέα τῆς ΧΑΝΘ bbox=[242, 996, 380, 1016]
divider bbox=[795, 523, 1005, 524]
headline-aitimata: Τά αἰτήματα ἐργαζομένων στό δῆμο Θεσσαλονίκης bbox=[15, 818, 202, 878]
subhead-kataigelithike: ΥΒΡΙΣΤΙΚΗ ΑΝΑΦΟΡΑ ΠΡΟΣ ΤΗΝ ΕΙΣΑΓΓΕΛΙΑ bbox=[812, 590, 988, 615]
article-text: Ἀπό τήν πρυτανεία ἀνακοινώνεται ὅτι τά μαθήματα τοῦ νέου πανεπιστημιακοῦ ἔτους 1980–1981 θά ἀρχίσουν τή Δευτέρα 10 Νοεμβρίου. bbox=[412, 1272, 594, 1323]
kicker-dimitria: Στά «ΙΕ΄ Δημήτρια» bbox=[1110, 10, 1274, 29]
article-text: Κατά τίς ἀρχαιρεσίες τοῦ συλλόγου ἐκλέχτηκε τό νέο διοικητικό συμβούλιο πού συγκροτήθηκε σέ σῶμα ὡς ἑξῆς: πρόεδρος, ἀντιπρόεδρος, γενικός γραμματέας καί ταμίας. bbox=[223, 839, 399, 904]
